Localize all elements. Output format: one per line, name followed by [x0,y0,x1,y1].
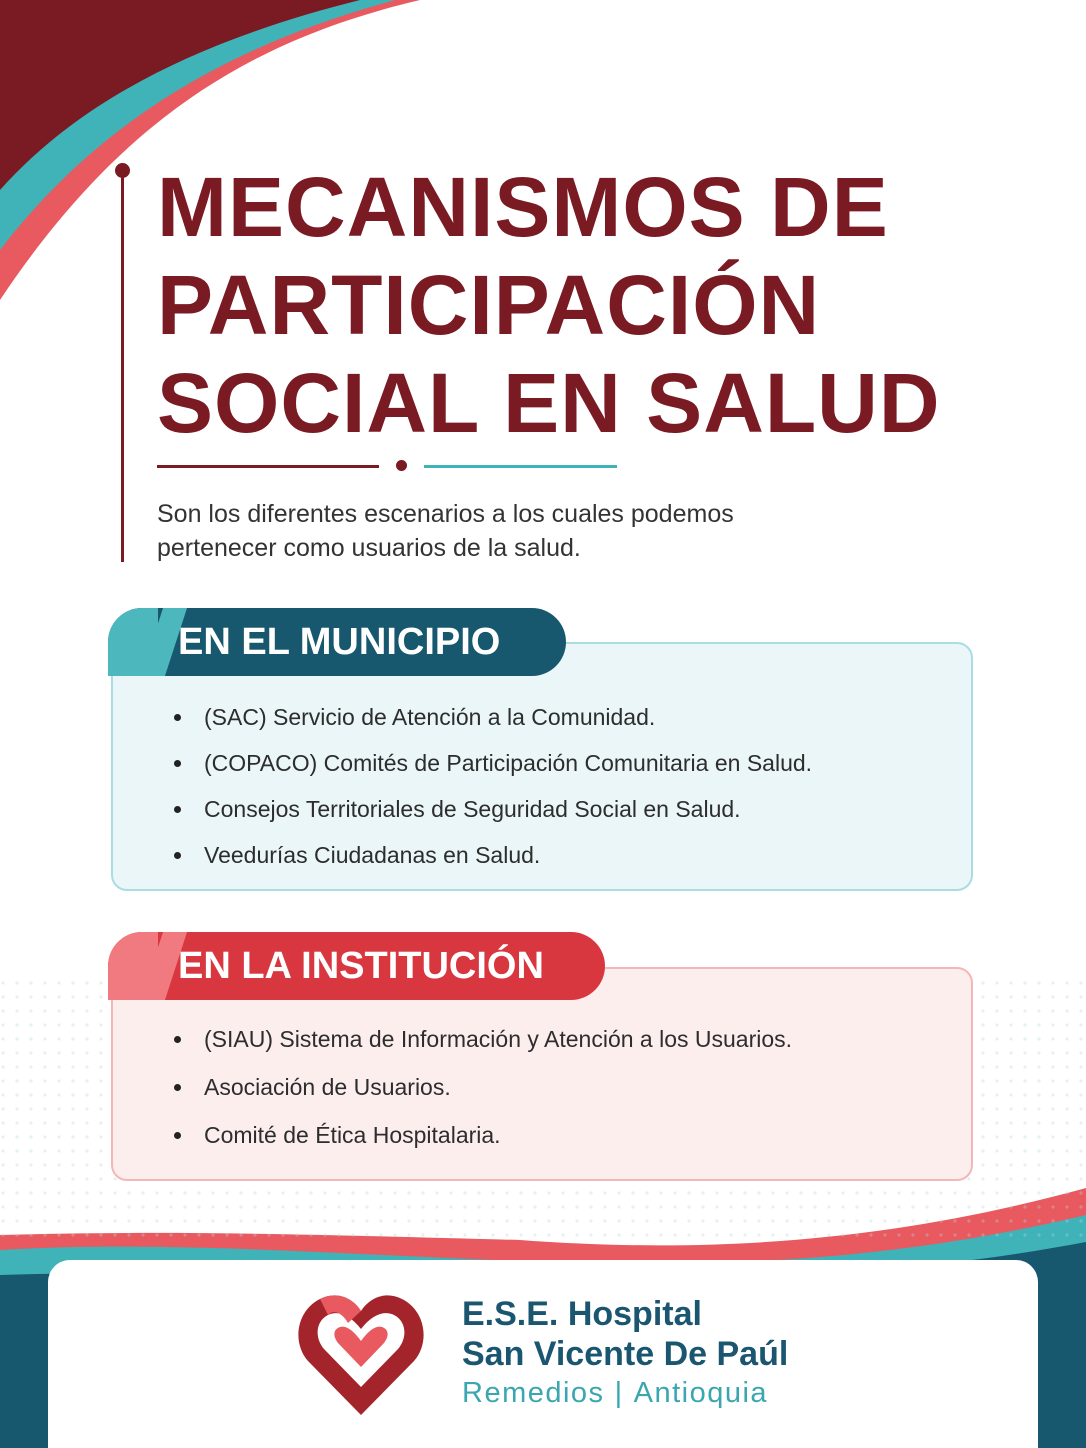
title-line-2: PARTICIPACIÓN [157,258,821,352]
org-name-line-1: E.S.E. Hospital [462,1295,702,1333]
title-divider [157,460,627,474]
intro-text [157,497,857,565]
org-name-line-2: San Vicente De Paúl [462,1335,789,1373]
list-item: Veedurías Ciudadanas en Salud. [172,836,812,882]
intro-line-1: Son los diferentes escenarios a los cuales podemos [157,500,734,528]
page-title [157,158,941,452]
section-heading-label: EN LA INSTITUCIÓN [178,945,544,987]
section-heading-label: EN EL MUNICIPIO [178,621,501,663]
heart-logo-icon [298,1283,424,1417]
title-line-1: MECANISMOS DE [157,160,889,254]
section-heading-institucion [108,932,605,1000]
municipio-list [172,698,812,882]
org-region: Antioquia [633,1377,769,1409]
title-line-3: SOCIAL EN SALUD [157,356,941,450]
institucion-list [172,1020,792,1164]
intro-line-2: pertenecer como usuarios de la salud. [157,534,581,562]
org-name [462,1294,788,1374]
location-separator: | [614,1377,624,1409]
org-location [462,1375,768,1411]
list-item: Comité de Ética Hospitalaria. [172,1116,792,1164]
org-city: Remedios [462,1377,605,1409]
list-item: (SIAU) Sistema de Información y Atención a los Usuarios. [172,1020,792,1068]
section-heading-municipio [108,608,566,676]
title-vertical-rule [121,172,124,562]
list-item: (SAC) Servicio de Atención a la Comunidad. [172,698,812,744]
list-item: (COPACO) Comités de Participación Comunitaria en Salud. [172,744,812,790]
list-item: Consejos Territoriales de Seguridad Social en Salud. [172,790,812,836]
list-item: Asociación de Usuarios. [172,1068,792,1116]
